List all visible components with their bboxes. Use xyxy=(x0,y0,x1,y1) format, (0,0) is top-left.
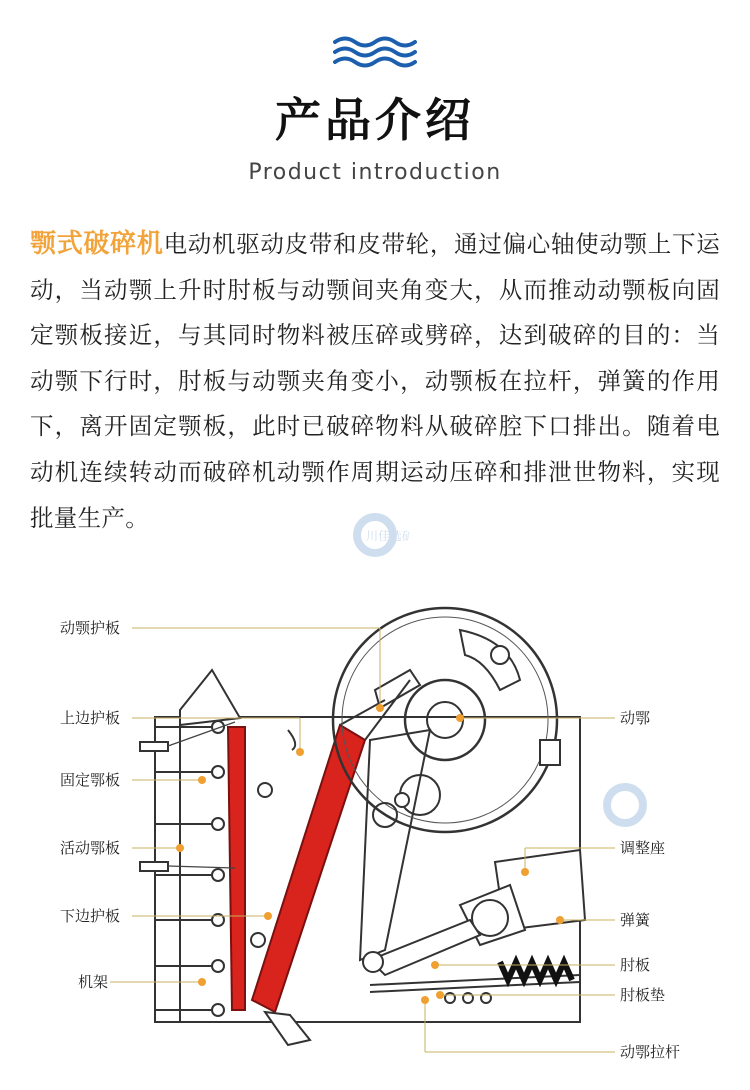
intro-text: 电动机驱动皮带和皮带轮，通过偏心轴使动颚上下运动，当动颚上升时肘板与动颚间夹角变大，从而推动动颚板向固定颚板接近，与其同时物料被压碎或劈碎，达到破碎的目的：当动颚下行时，肘板与动颚夹角变小，动颚板在拉杆，弹簧的作用下，离开固定颚板，此时已破碎物料从破碎腔下口排出。随着电动机连续转动而破碎机动颚作周期运动压碎和排泄世物料，实现批量生产。 xyxy=(30,230,720,532)
intro-paragraph xyxy=(30,222,720,541)
top-guard xyxy=(180,670,240,725)
label-toggle-plate: 肘板 xyxy=(620,956,651,974)
flywheel xyxy=(333,608,557,832)
label-spring: 弹簧 xyxy=(620,911,651,929)
label-fixed-jaw: 固定鄂板 xyxy=(60,771,121,789)
swing-jaw-toe xyxy=(265,1012,310,1045)
leader-lines xyxy=(110,628,615,1052)
label-adjusting-seat: 调整座 xyxy=(620,839,666,857)
label-toggle-pad: 肘板垫 xyxy=(620,986,666,1004)
swing-jaw-body xyxy=(360,730,430,960)
svg-text:川佳选矿: 川佳选矿 xyxy=(366,529,410,543)
label-frame: 机架 xyxy=(78,973,109,991)
label-swing-jaw: 动鄂 xyxy=(620,709,651,727)
label-swing-guard: 动颚护板 xyxy=(60,619,121,637)
swing-jaw-plate xyxy=(252,725,365,1012)
jaw-crusher-diagram xyxy=(40,600,720,1080)
label-lower-guard: 下边护板 xyxy=(60,907,121,925)
page-title: 产品介绍 xyxy=(275,93,475,147)
label-pull-rod: 动鄂拉杆 xyxy=(620,1043,681,1061)
eccentric-shaft xyxy=(405,680,485,760)
wave-icon xyxy=(333,34,417,68)
label-upper-guard: 上边护板 xyxy=(60,709,121,727)
label-movable-jaw: 活动鄂板 xyxy=(60,839,121,857)
intro-highlight: 颚式破碎机 xyxy=(30,229,164,259)
page-subtitle: Product introduction xyxy=(248,160,502,185)
